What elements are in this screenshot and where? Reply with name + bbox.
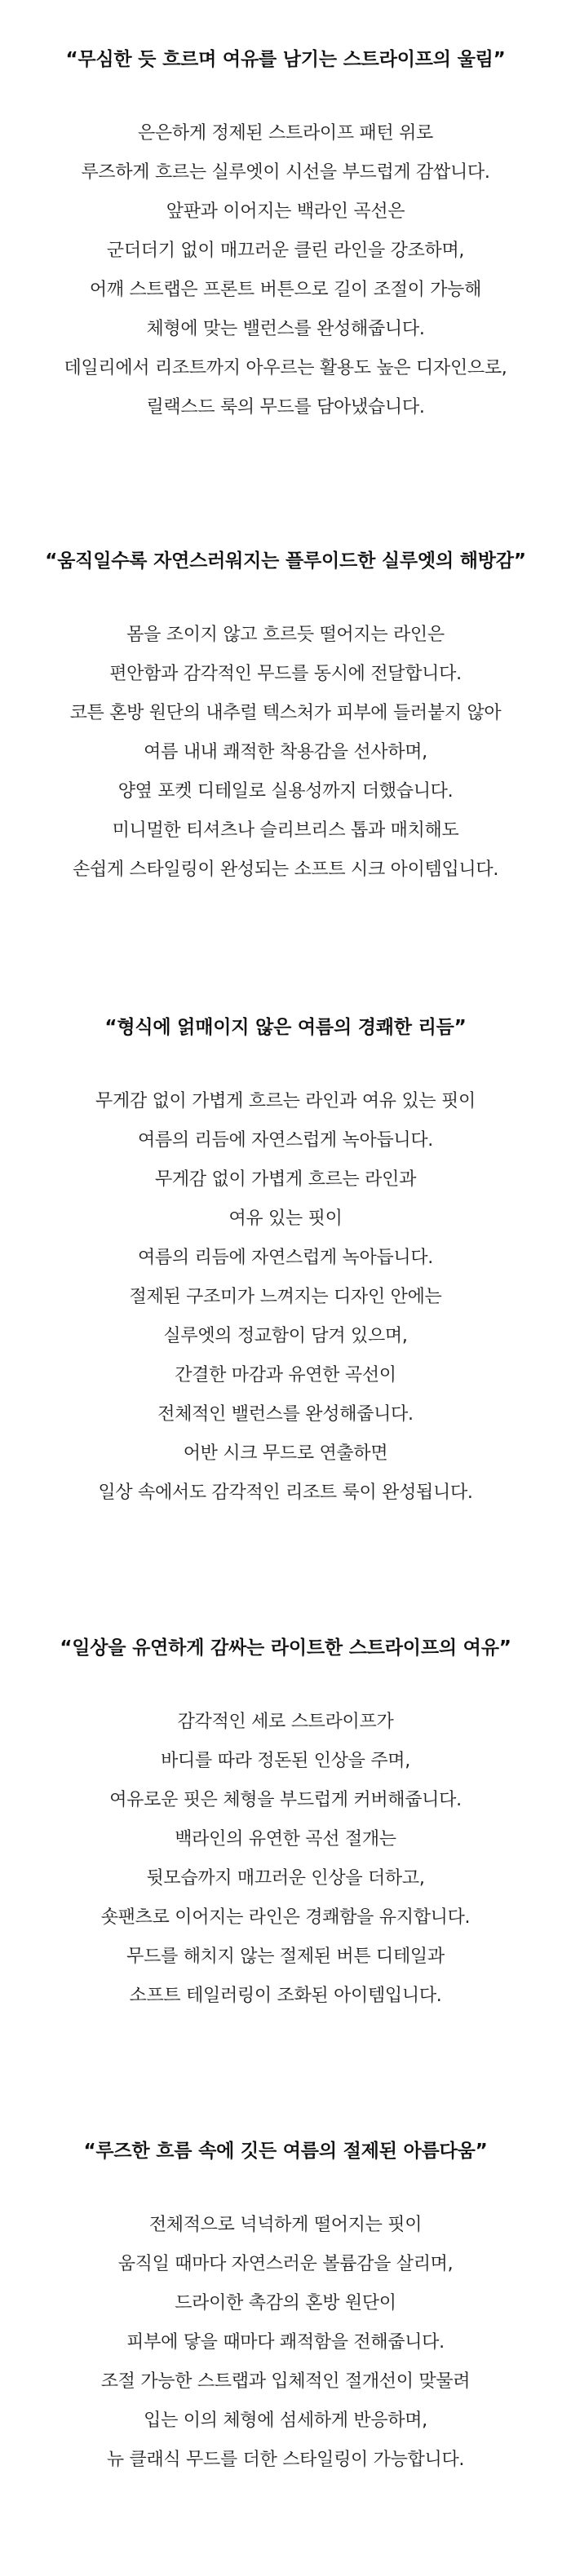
description-line: 여유로운 핏은 체형을 부드럽게 커버해줍니다. [109,1790,462,1810]
description-line: 손쉽게 스타일링이 완성되는 소프트 시크 아이템입니다. [72,859,499,880]
description-lines [0,114,571,427]
section-heading: “무심한 듯 흐르며 여유를 남기는 스트라이프의 울림” [65,49,506,70]
description-line: 앞판과 이어지는 백라인 곡선은 [166,201,405,222]
description-line: 어깨 스트랩은 프론트 버튼으로 길이 조절이 가능해 [89,280,482,300]
description-line: 은은하게 정제된 스트라이프 패턴 위로 [137,123,433,144]
description-lines [0,1703,571,2016]
description-line: 소프트 테일러링이 조화된 아이템입니다. [129,1986,442,2006]
description-line: 여름의 리듬에 자연스럽게 녹아듭니다. [137,1248,433,1268]
description-line: 루즈하게 흐르는 실루엣이 시선을 부드럽게 감쌉니다. [81,162,490,183]
description-line: 백라인의 유연한 곡선 절개는 [175,1829,396,1849]
description-line: 바디를 따라 정돈된 인상을 주며, [161,1751,410,1771]
description-line: 군더더기 없이 매끄러운 클린 라인을 강조하며, [106,241,465,261]
description-line: 체형에 맞는 밸런스를 완성해줍니다. [146,319,425,339]
section-heading: “형식에 얽매이지 않은 여름의 경쾌한 리듬” [104,1017,467,1038]
description-line: 전체적인 밸런스를 완성해줍니다. [157,1404,414,1425]
section-heading: “움직일수록 자연스러워지는 플루이드한 실루엣의 해방감” [45,550,526,572]
description-section-2 [0,549,571,890]
description-line: 움직일 때마다 자연스러운 볼륨감을 살리며, [117,2254,454,2274]
description-line: 코튼 혼방 원단의 내추럴 텍스처가 피부에 들러붙지 않아 [69,703,502,723]
description-line: 무게감 없이 가볍게 흐르는 라인과 여유 있는 핏이 [95,1091,476,1111]
description-line: 여유 있는 핏이 [228,1208,343,1229]
description-lines [0,616,571,890]
description-line: 뉴 클래식 무드를 더한 스타일링이 가능합니다. [106,2450,465,2470]
description-section-5 [0,2139,571,2480]
description-line: 데일리에서 리조트까지 아우르는 활용도 높은 디자인으로, [64,358,507,378]
description-line: 절제된 구조미가 느껴지는 디자인 안에는 [129,1287,442,1307]
description-line: 감각적인 세로 스트라이프가 [177,1712,394,1732]
description-line: 숏팬츠로 이어지는 라인은 경쾌함을 유지합니다. [100,1907,471,1928]
description-line: 릴랙스드 룩의 무드를 담아냈습니다. [146,397,425,418]
section-heading: “루즈한 흐름 속에 깃든 여름의 절제된 아름다움” [83,2141,488,2162]
description-line: 편안함과 감각적인 무드를 동시에 전달합니다. [109,664,462,684]
description-line: 여름 내내 쾌적한 착용감을 선사하며, [144,742,427,762]
description-line: 무드를 해치지 않는 절제된 버튼 디테일과 [126,1946,445,1967]
description-lines [0,2206,571,2480]
description-line: 전체적으로 넉넉하게 떨어지는 핏이 [148,2215,423,2235]
description-section-3 [0,1015,571,1513]
section-heading: “일상을 유연하게 감싸는 라이트한 스트라이프의 여유” [60,1637,511,1659]
description-line: 몸을 조이지 않고 흐르듯 떨어지는 라인은 [126,625,445,645]
description-line: 뒷모습까지 매끄러운 인상을 더하고, [146,1868,425,1889]
description-line: 피부에 닿을 때마다 쾌적함을 전해줍니다. [126,2332,445,2353]
description-lines [0,1082,571,1513]
description-line: 어반 시크 무드로 연출하면 [183,1443,388,1464]
description-section-1 [0,47,571,427]
description-line: 조절 가능한 스트랩과 입체적인 절개선이 맞물려 [100,2371,471,2392]
description-line: 미니멀한 티셔츠나 슬리브리스 톱과 매치해도 [112,820,459,841]
description-line: 양옆 포켓 디테일로 실용성까지 더했습니다. [117,781,454,802]
description-line: 일상 속에서도 감각적인 리조트 룩이 완성됩니다. [98,1482,473,1503]
description-line: 실루엣의 정교함이 담겨 있으며, [163,1326,408,1346]
description-line: 드라이한 촉감의 혼방 원단이 [175,2293,396,2313]
description-line: 입는 이의 체형에 섬세하게 반응하며, [144,2410,427,2431]
description-line: 여름의 리듬에 자연스럽게 녹아듭니다. [137,1130,433,1151]
description-line: 간결한 마감과 유연한 곡선이 [175,1365,396,1385]
description-section-4 [0,1636,571,2016]
description-line: 무게감 없이 가볍게 흐르는 라인과 [154,1169,417,1190]
